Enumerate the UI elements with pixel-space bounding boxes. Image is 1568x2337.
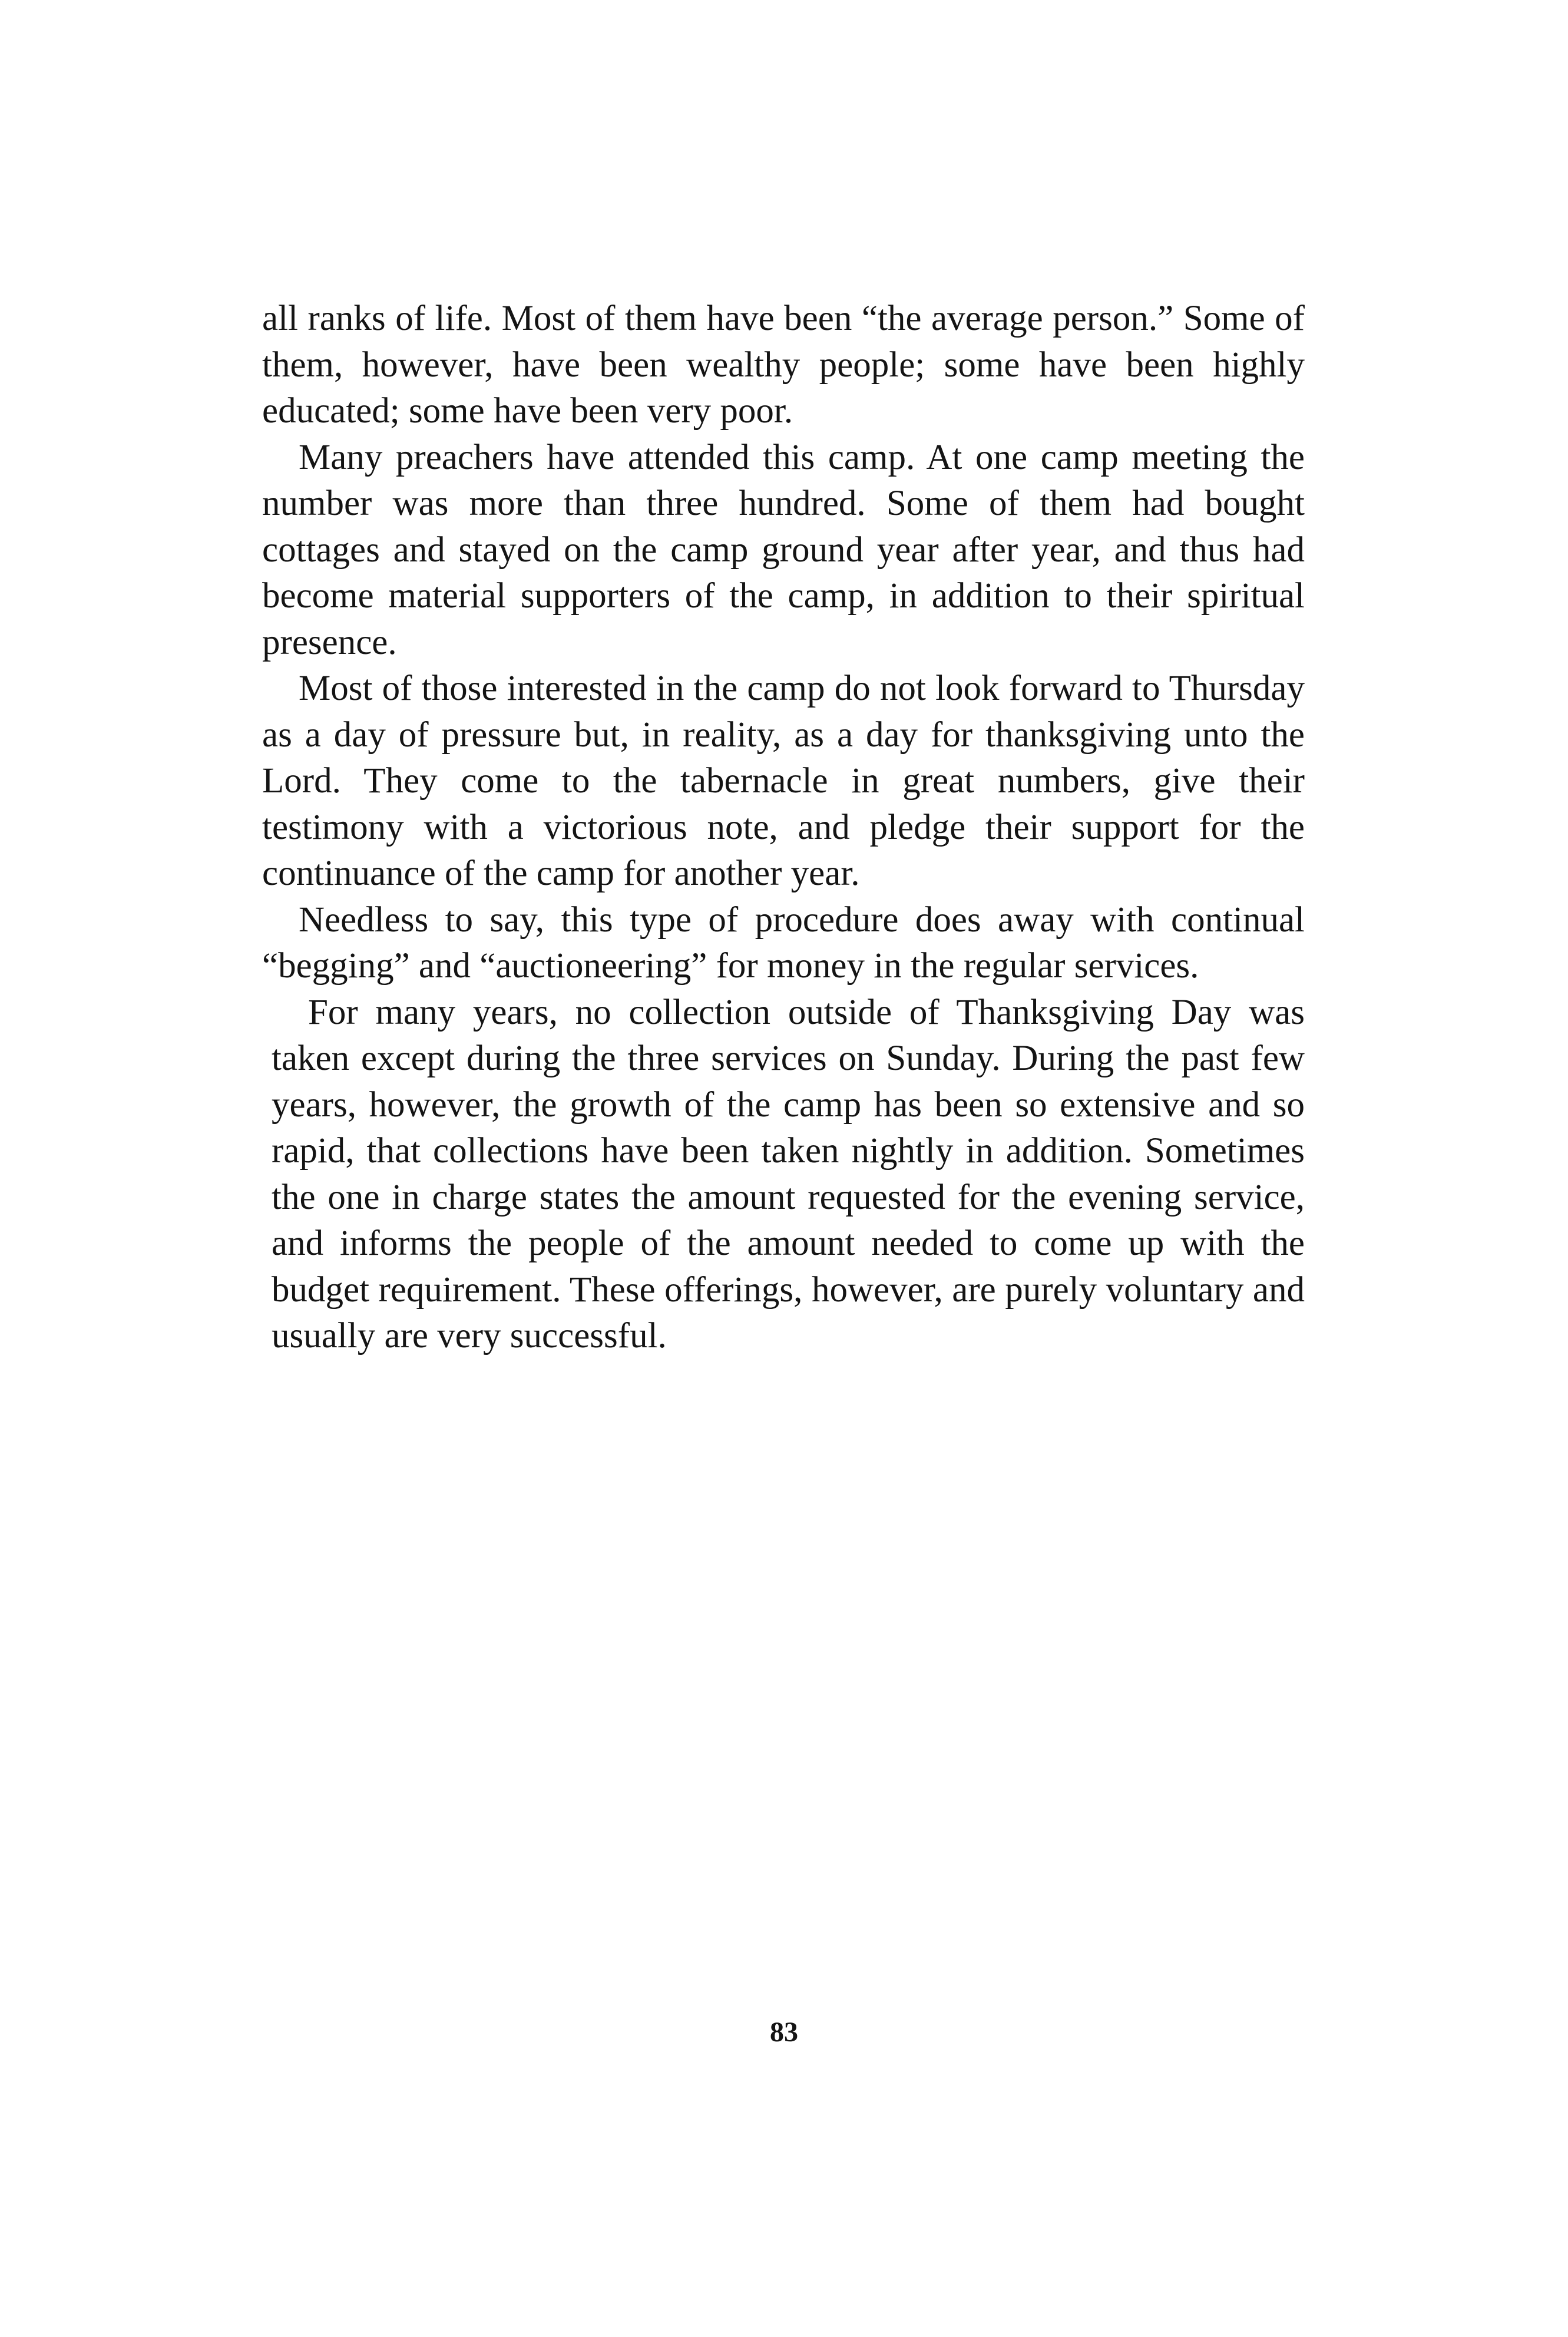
paragraph: Many preachers have attended this camp. At one camp meeting the number was more than three hundred. Some of them had bought cottages and stayed on the camp ground year after year, and thus had become material supporters of the camp, in addition to their spiritual presence.	[262, 437, 1305, 662]
paragraph: For many years, no collection outside of Thanksgiving Day was taken except during the three services on Sunday. During the past few years, however, the growth of the camp has been so extensive and so rapid, that collections have been taken nightly in addition. Sometimes the one in charge states the amount requested for the evening service, and informs the people of the amount needed to come up with the budget requirement. These offerings, however, are purely voluntary and usually are very successful.	[272, 992, 1305, 1356]
paragraph: Most of those interested in the camp do not look forward to Thursday as a day of pressure but, in reality, as a day for thanksgiving unto the Lord. They come to the tabernacle in great numbers, give their testimony with a victorious note, and pledge their support for the continuance of the camp for another year.	[262, 669, 1305, 893]
paragraph: Needless to say, this type of procedure does away with continual “begging” and “auctioneering” for money in the regular services.	[262, 900, 1305, 986]
paragraph: all ranks of life. Most of them have been “the average person.” Some of them, however, have been wealthy people; some have been highly educated; some have been very poor.	[262, 299, 1305, 431]
page-number: 83	[770, 2017, 798, 2048]
body-text	[262, 296, 1305, 1360]
